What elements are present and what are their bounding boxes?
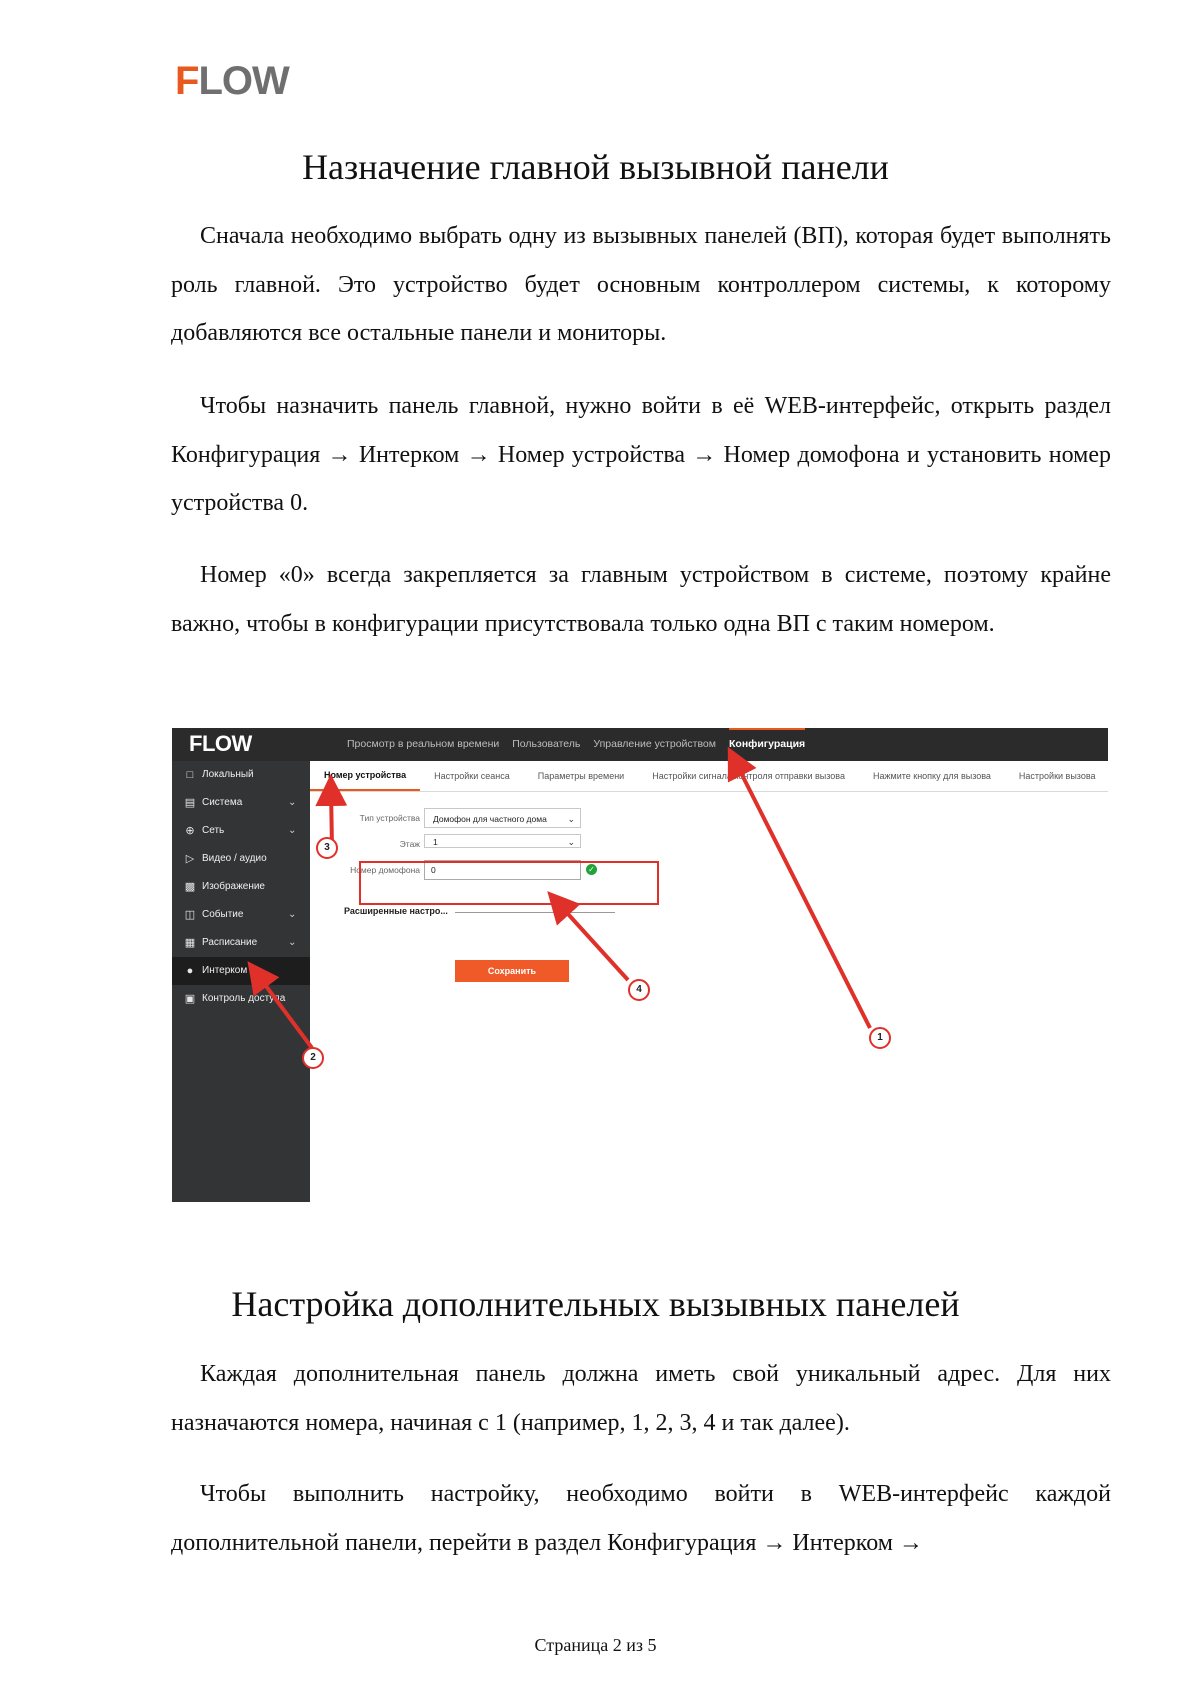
- arrow-2: [257, 974, 312, 1048]
- device-type-label: Тип устройства: [359, 813, 420, 823]
- sidebar-item-label: Интерком: [202, 965, 248, 976]
- flow-logo: FLOW: [175, 59, 289, 103]
- web-interface-screenshot: [172, 728, 1108, 1202]
- monitor-icon: □: [186, 769, 194, 781]
- page-number: Страница 2 из 5: [534, 1635, 657, 1655]
- chevron-down-icon: ⌄: [288, 825, 297, 836]
- lock-icon: ▣: [184, 993, 196, 1005]
- nav-device-management[interactable]: Управление устройством: [593, 738, 716, 750]
- paragraph-5: Чтобы выполнить настройку, необходимо войти в WEB-интерфейс каждой дополнительной панели, перейти в раздел Конфигурация → Интерком →: [171, 1481, 1111, 1556]
- event-icon: ◫: [184, 909, 196, 921]
- sidebar-item-label: Система: [202, 797, 243, 808]
- chevron-down-icon: ⌄: [288, 937, 297, 948]
- video-icon: ▷: [185, 853, 195, 865]
- tab-press-button-to-call[interactable]: Нажмите кнопку для вызова: [872, 771, 991, 781]
- chevron-down-icon: ⌄: [567, 814, 575, 824]
- floor-label: Этаж: [399, 839, 420, 849]
- nav-live-view[interactable]: Просмотр в реальном времени: [347, 738, 500, 750]
- image-icon: ▩: [184, 881, 196, 893]
- intercom-number-label: Номер домофона: [350, 865, 420, 875]
- annotation-arrows: [172, 728, 1108, 1202]
- advanced-settings-label[interactable]: Расширенные настро...: [344, 906, 448, 916]
- tab-session-settings[interactable]: Настройки сеанса: [434, 771, 510, 781]
- globe-icon: ⊕: [185, 825, 195, 837]
- paragraph-1: Сначала необходимо выбрать одну из вызывных панелей (ВП), которая будет выполнять роль главной. Это устройство будет основным контроллером системы, к которому добавляются все остальные панели и мониторы.: [171, 223, 1111, 346]
- screenshot-logo: FLOW: [189, 731, 252, 756]
- section-title-main-panel: Назначение главной вызывной панели: [302, 147, 889, 187]
- chevron-down-icon: ⌄: [288, 909, 297, 920]
- microphone-icon: ●: [186, 965, 194, 977]
- annotation-badge-2: 2: [302, 1047, 324, 1069]
- sidebar-item-label: Сеть: [202, 825, 225, 836]
- arrow-1: [735, 761, 870, 1028]
- intercom-number-value: 0: [431, 865, 436, 875]
- sidebar-item-label: Расписание: [202, 937, 258, 948]
- system-icon: ▤: [184, 797, 196, 809]
- sidebar-item-label: Локальный: [202, 769, 254, 780]
- nav-user[interactable]: Пользователь: [512, 738, 581, 750]
- sidebar-item-label: Событие: [202, 909, 244, 920]
- paragraph-2: Чтобы назначить панель главной, нужно войти в её WEB-интерфейс, открыть раздел Конфигурация → Интерком → Номер устройства → Номер домофона и установить номер устройства 0.: [171, 393, 1111, 516]
- check-icon: ✓: [586, 864, 597, 875]
- chevron-down-icon: ⌄: [288, 797, 297, 808]
- paragraph-4: Каждая дополнительная панель должна иметь свой уникальный адрес. Для них назначаются номера, начиная с 1 (например, 1, 2, 3, 4 и так далее).: [171, 1361, 1111, 1436]
- calendar-icon: ▦: [184, 937, 196, 949]
- annotation-badge-3: 3: [316, 837, 338, 859]
- nav-configuration[interactable]: Конфигурация: [729, 728, 805, 761]
- sidebar-item-label: Изображение: [202, 881, 265, 892]
- floor-value: 1: [433, 837, 438, 847]
- tab-call-signal-settings[interactable]: Настройки сигнала контроля отправки вызова: [652, 771, 845, 781]
- section-title-additional-panels: Настройка дополнительных вызывных панелей: [231, 1284, 960, 1324]
- paragraph-3: Номер «0» всегда закрепляется за главным устройством в системе, поэтому крайне важно, чтобы в конфигурации присутствовала только одна ВП с таким номером.: [171, 562, 1111, 637]
- chevron-down-icon: ⌄: [567, 837, 575, 847]
- save-button[interactable]: Сохранить: [455, 960, 569, 982]
- annotation-badge-1: 1: [869, 1027, 891, 1049]
- device-type-value: Домофон для частного дома: [433, 814, 547, 824]
- tab-time-parameters[interactable]: Параметры времени: [537, 771, 625, 781]
- tab-call-settings[interactable]: Настройки вызова: [1018, 771, 1096, 781]
- sidebar-item-label: Контроль доступа: [202, 993, 286, 1004]
- tab-device-number[interactable]: Номер устройства: [310, 761, 420, 791]
- annotation-badge-4: 4: [628, 979, 650, 1001]
- arrow-4: [558, 903, 628, 980]
- sidebar-item-label: Видео / аудио: [202, 853, 267, 864]
